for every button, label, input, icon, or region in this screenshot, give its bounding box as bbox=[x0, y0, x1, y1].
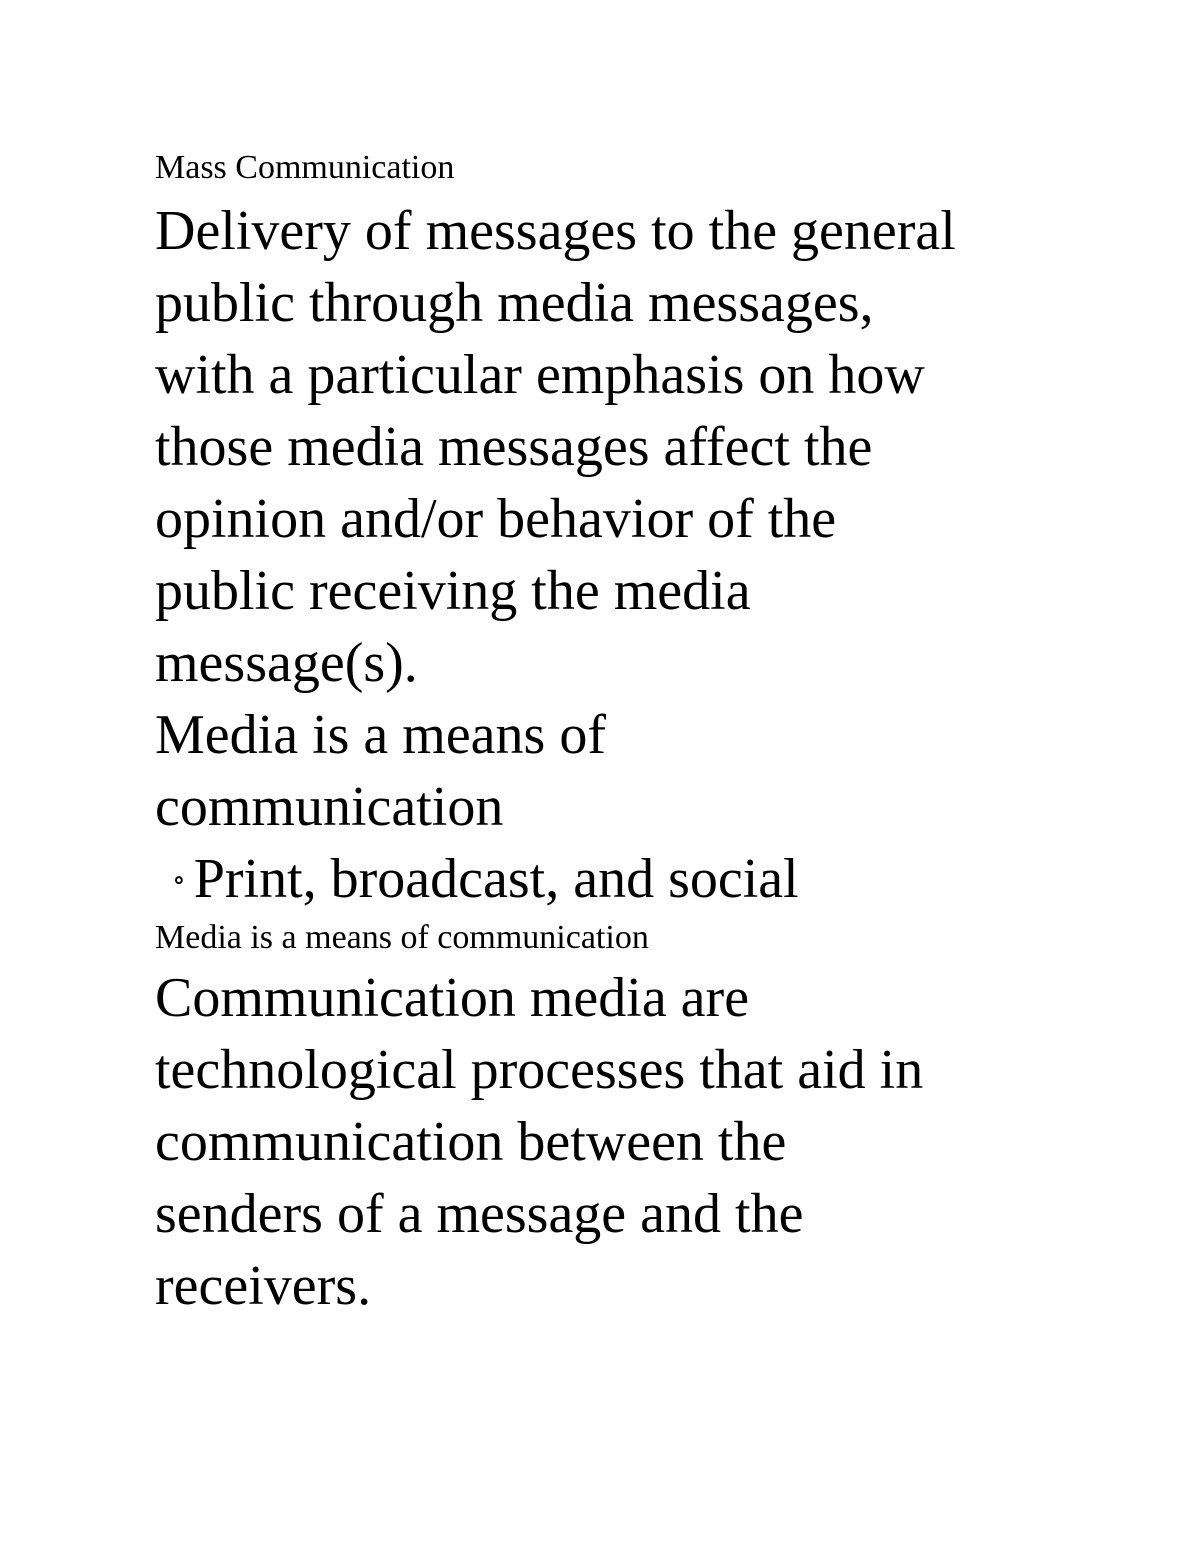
slide1-body-line-5: opinion and/or behavior of the bbox=[155, 488, 837, 550]
hollow-circle-bullet-icon: ∘ bbox=[172, 865, 186, 896]
slide1-body-line-2: public through media messages, bbox=[155, 272, 874, 334]
slide2-body-line-1: Communication media are bbox=[155, 967, 750, 1029]
slide1-body-line-7: message(s). bbox=[155, 632, 418, 694]
sub-bullet-text: Print, broadcast, and social bbox=[193, 848, 799, 910]
slide2-body-line-4: senders of a message and the bbox=[155, 1183, 804, 1245]
slide1-body-line-6: public receiving the media bbox=[155, 560, 751, 622]
slide1-title: Mass Communication bbox=[155, 149, 455, 186]
slide1-point-line-2: communication bbox=[155, 776, 504, 838]
slide2-title: Media is a means of communication bbox=[155, 919, 649, 956]
slide1-body-line-1: Delivery of messages to the general bbox=[155, 200, 956, 262]
slide2-body-line-5: receivers. bbox=[155, 1255, 372, 1317]
slide1-body-line-4: those media messages affect the bbox=[155, 416, 873, 478]
slide2-body-line-3: communication between the bbox=[155, 1111, 787, 1173]
slide1-point-line-1: Media is a means of bbox=[155, 704, 606, 766]
slide1-sub-bullet bbox=[172, 848, 799, 910]
slide1-body-line-3: with a particular emphasis on how bbox=[155, 344, 925, 406]
slide2-body-line-2: technological processes that aid in bbox=[155, 1039, 924, 1101]
